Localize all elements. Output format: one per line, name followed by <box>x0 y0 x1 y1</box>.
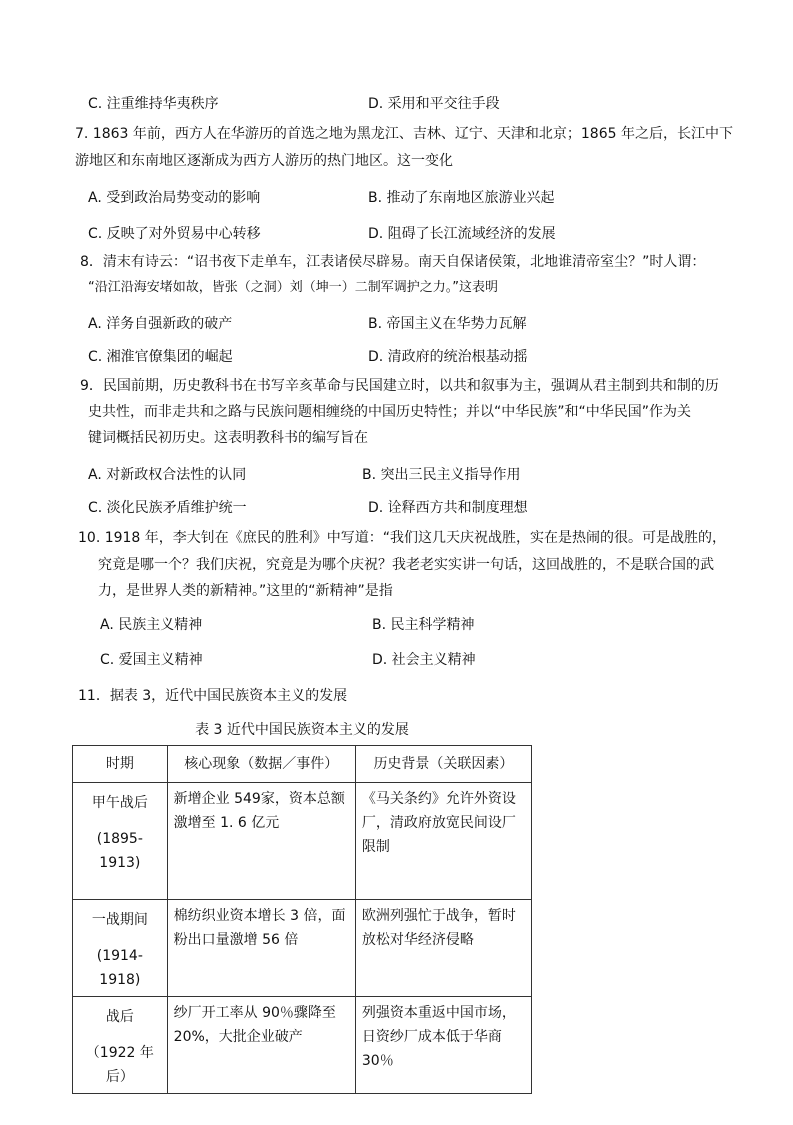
q10-stem-line3: 力，是世界人类的新精神。”这里的“新精神”是指 <box>98 583 393 599</box>
q8-option-d: D. 清政府的统治根基动摇 <box>368 349 528 365</box>
table-header-row <box>73 746 532 783</box>
period-cell <box>73 900 168 997</box>
q7-option-a: A. 受到政治局势变动的影响 <box>88 190 261 206</box>
phenomenon-cell: 新增企业 549家，资本总额激增至 1. 6 亿元 <box>167 783 355 900</box>
q9-option-b: B. 突出三民主义指导作用 <box>362 467 521 483</box>
q6-option-c: C. 注重维持华夷秩序 <box>88 96 219 112</box>
q7-stem-line2: 游地区和东南地区逐渐成为西方人游历的热门地区。这一变化 <box>75 153 453 169</box>
period-cell <box>73 997 168 1094</box>
q7-stem-line1: 7. 1863 年前，西方人在华游历的首选之地为黑龙江、吉林、辽宁、天津和北京；1865 年之后，长江中下 <box>75 126 733 142</box>
q11-stem: 11．据表 3，近代中国民族资本主义的发展 <box>78 688 348 704</box>
header-background: 历史背景（关联因素） <box>355 746 531 783</box>
table-caption: 表 3 近代中国民族资本主义的发展 <box>195 722 409 738</box>
period-range: (1895-1913) <box>96 831 143 871</box>
period-cell <box>73 783 168 900</box>
q9-stem-line3: 键词概括民初历史。这表明教科书的编写旨在 <box>88 430 368 446</box>
period-range: （1922 年后） <box>85 1045 154 1085</box>
q7-option-c: C. 反映了对外贸易中心转移 <box>88 226 261 242</box>
background-cell: 《马关条约》允许外资设厂，清政府放宽民间设厂限制 <box>355 783 531 900</box>
period-name: 一战期间 <box>91 912 148 928</box>
q8-option-c: C. 湘淮官僚集团的崛起 <box>88 349 233 365</box>
phenomenon-cell: 纱厂开工率从 90％骤降至 20%，大批企业破产 <box>167 997 355 1094</box>
q9-stem-line1: 9．民国前期，历史教科书在书写辛亥革命与民国建立时，以共和叙事为主，强调从君主制到共和制的历 <box>80 378 719 394</box>
q7-option-b: B. 推动了东南地区旅游业兴起 <box>368 190 555 206</box>
period-name: 甲午战后 <box>91 795 148 811</box>
q9-option-c: C. 淡化民族矛盾维护统一 <box>88 500 247 516</box>
background-cell: 欧洲列强忙于战争，暂时放松对华经济侵略 <box>355 900 531 997</box>
q9-stem-line2: 史共性，而非走共和之路与民族问题相缠绕的中国历史特性；并以“中华民族”和“中华民国”作为关 <box>88 404 692 420</box>
q7-option-d: D. 阻碍了长江流域经济的发展 <box>368 226 556 242</box>
q10-option-c: C. 爱国主义精神 <box>100 652 203 668</box>
q10-option-a: A. 民族主义精神 <box>100 617 203 633</box>
table-row <box>73 783 532 900</box>
q10-option-b: B. 民主科学精神 <box>372 617 475 633</box>
table-row <box>73 997 532 1094</box>
table-row <box>73 900 532 997</box>
q6-option-d: D. 采用和平交往手段 <box>368 96 500 112</box>
development-table <box>72 745 532 1094</box>
q8-stem-line2: “沿江沿海安堵如故，皆张（之洞）刘（坤一）二制军调护之力。”这表明 <box>88 280 498 295</box>
q9-option-d: D. 诠释西方共和制度理想 <box>368 500 528 516</box>
q10-stem-line2: 究竟是哪一个？我们庆祝，究竟是为哪个庆祝？我老老实实讲一句话，这回战胜的，不是联合国的武 <box>98 557 714 573</box>
period-range: (1914-1918) <box>96 948 143 988</box>
phenomenon-cell: 棉纺织业资本增长 3 倍，面粉出口量激增 56 倍 <box>167 900 355 997</box>
header-period: 时期 <box>73 746 168 783</box>
q10-stem-line1: 10. 1918 年，李大钊在《庶民的胜利》中写道：“我们这几天庆祝战胜，实在是热闹的很。可是战胜的， <box>78 530 727 546</box>
q8-stem-line1: 8．清末有诗云：“诏书夜下走单车，江表诸侯尽辟易。南天自保诸侯策，北地谁清帝室尘？”时人谓： <box>80 254 706 270</box>
background-cell: 列强资本重返中国市场，日资纱厂成本低于华商 30％ <box>355 997 531 1094</box>
q8-option-b: B. 帝国主义在华势力瓦解 <box>368 316 527 332</box>
header-phenomenon: 核心现象（数据／事件） <box>167 746 355 783</box>
period-name: 战后 <box>105 1009 134 1025</box>
q8-option-a: A. 洋务自强新政的破产 <box>88 316 233 332</box>
q9-option-a: A. 对新政权合法性的认同 <box>88 467 247 483</box>
q10-option-d: D. 社会主义精神 <box>372 652 476 668</box>
